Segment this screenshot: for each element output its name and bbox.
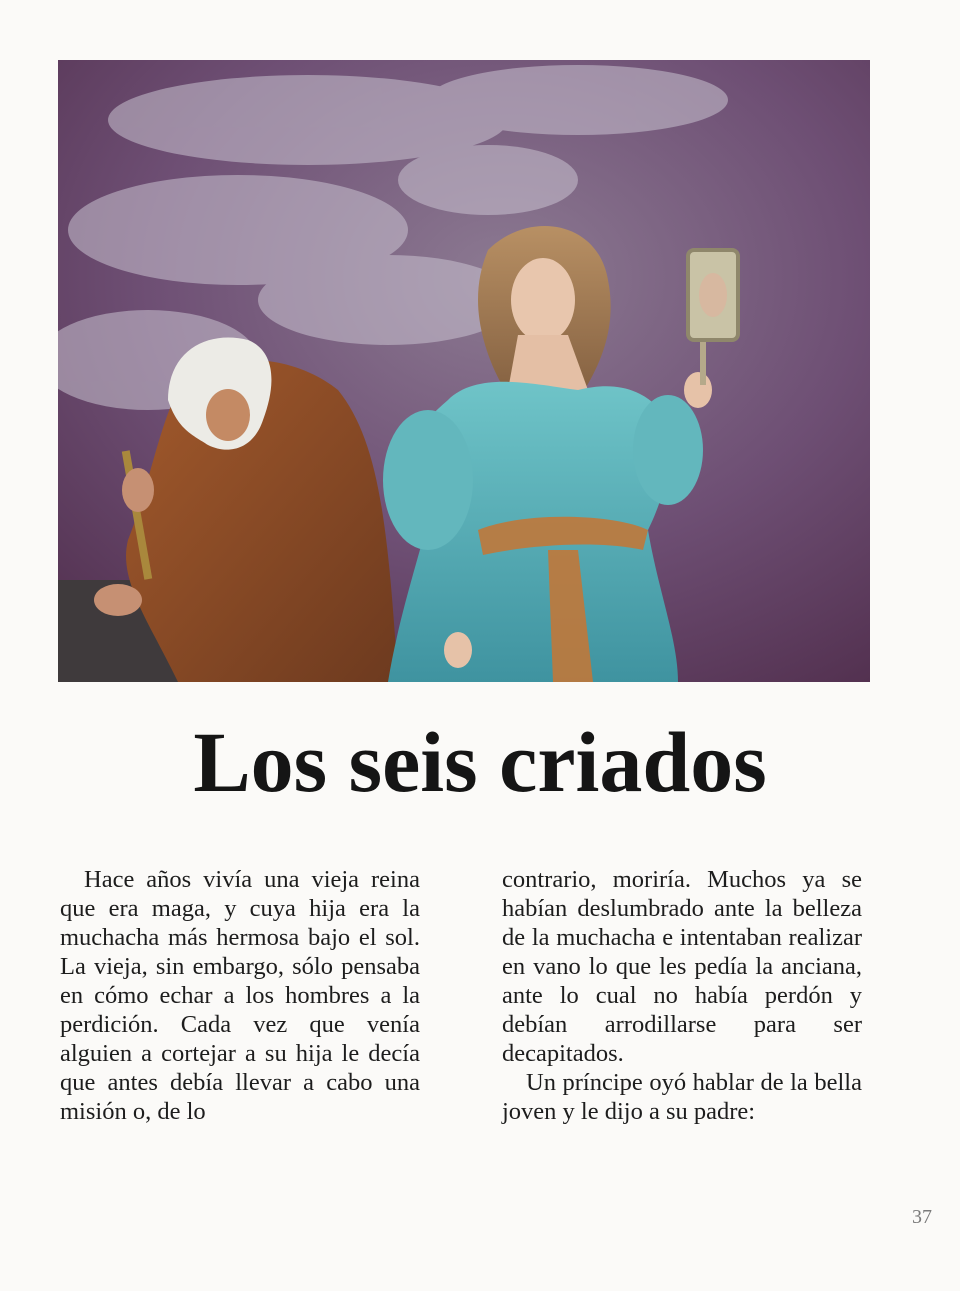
paragraph: contrario, moriría. Muchos ya se habían deslumbrado ante la belleza de la muchacha e intentaban realizar en vano lo que les pedía la anciana, ante lo cual no había perdón y debían arrodillarse para ser decapitados. <box>502 866 862 1067</box>
mirror-reflection <box>699 273 727 317</box>
text-column-right <box>502 865 862 1126</box>
page-number: 37 <box>912 1206 932 1228</box>
paragraph: Hace años vivía una vieja reina que era maga, y cuya hija era la muchacha más hermosa bajo el sol. La vieja, sin embargo, sólo pensaba en cómo echar a los hombres a la perdición. Cada vez que venía alguien a cortejar a su hija le decía que antes debía llevar a cabo una misión o, de lo <box>60 866 420 1125</box>
princess-face <box>511 258 575 342</box>
old-woman-hand <box>122 468 154 512</box>
story-title: Los seis criados <box>193 714 767 810</box>
princess-hand-lower <box>444 632 472 668</box>
old-woman-hand-lower <box>94 584 142 616</box>
illustration <box>58 60 870 682</box>
princess-hand <box>684 372 712 408</box>
old-woman-face <box>206 389 250 441</box>
princess-sleeve-left <box>383 410 473 550</box>
paragraph: Un príncipe oyó hablar de la bella joven y le dijo a su padre: <box>502 1069 862 1125</box>
text-column-left <box>60 865 420 1126</box>
mirror-handle <box>700 340 706 385</box>
princess-sleeve-right <box>633 395 703 505</box>
